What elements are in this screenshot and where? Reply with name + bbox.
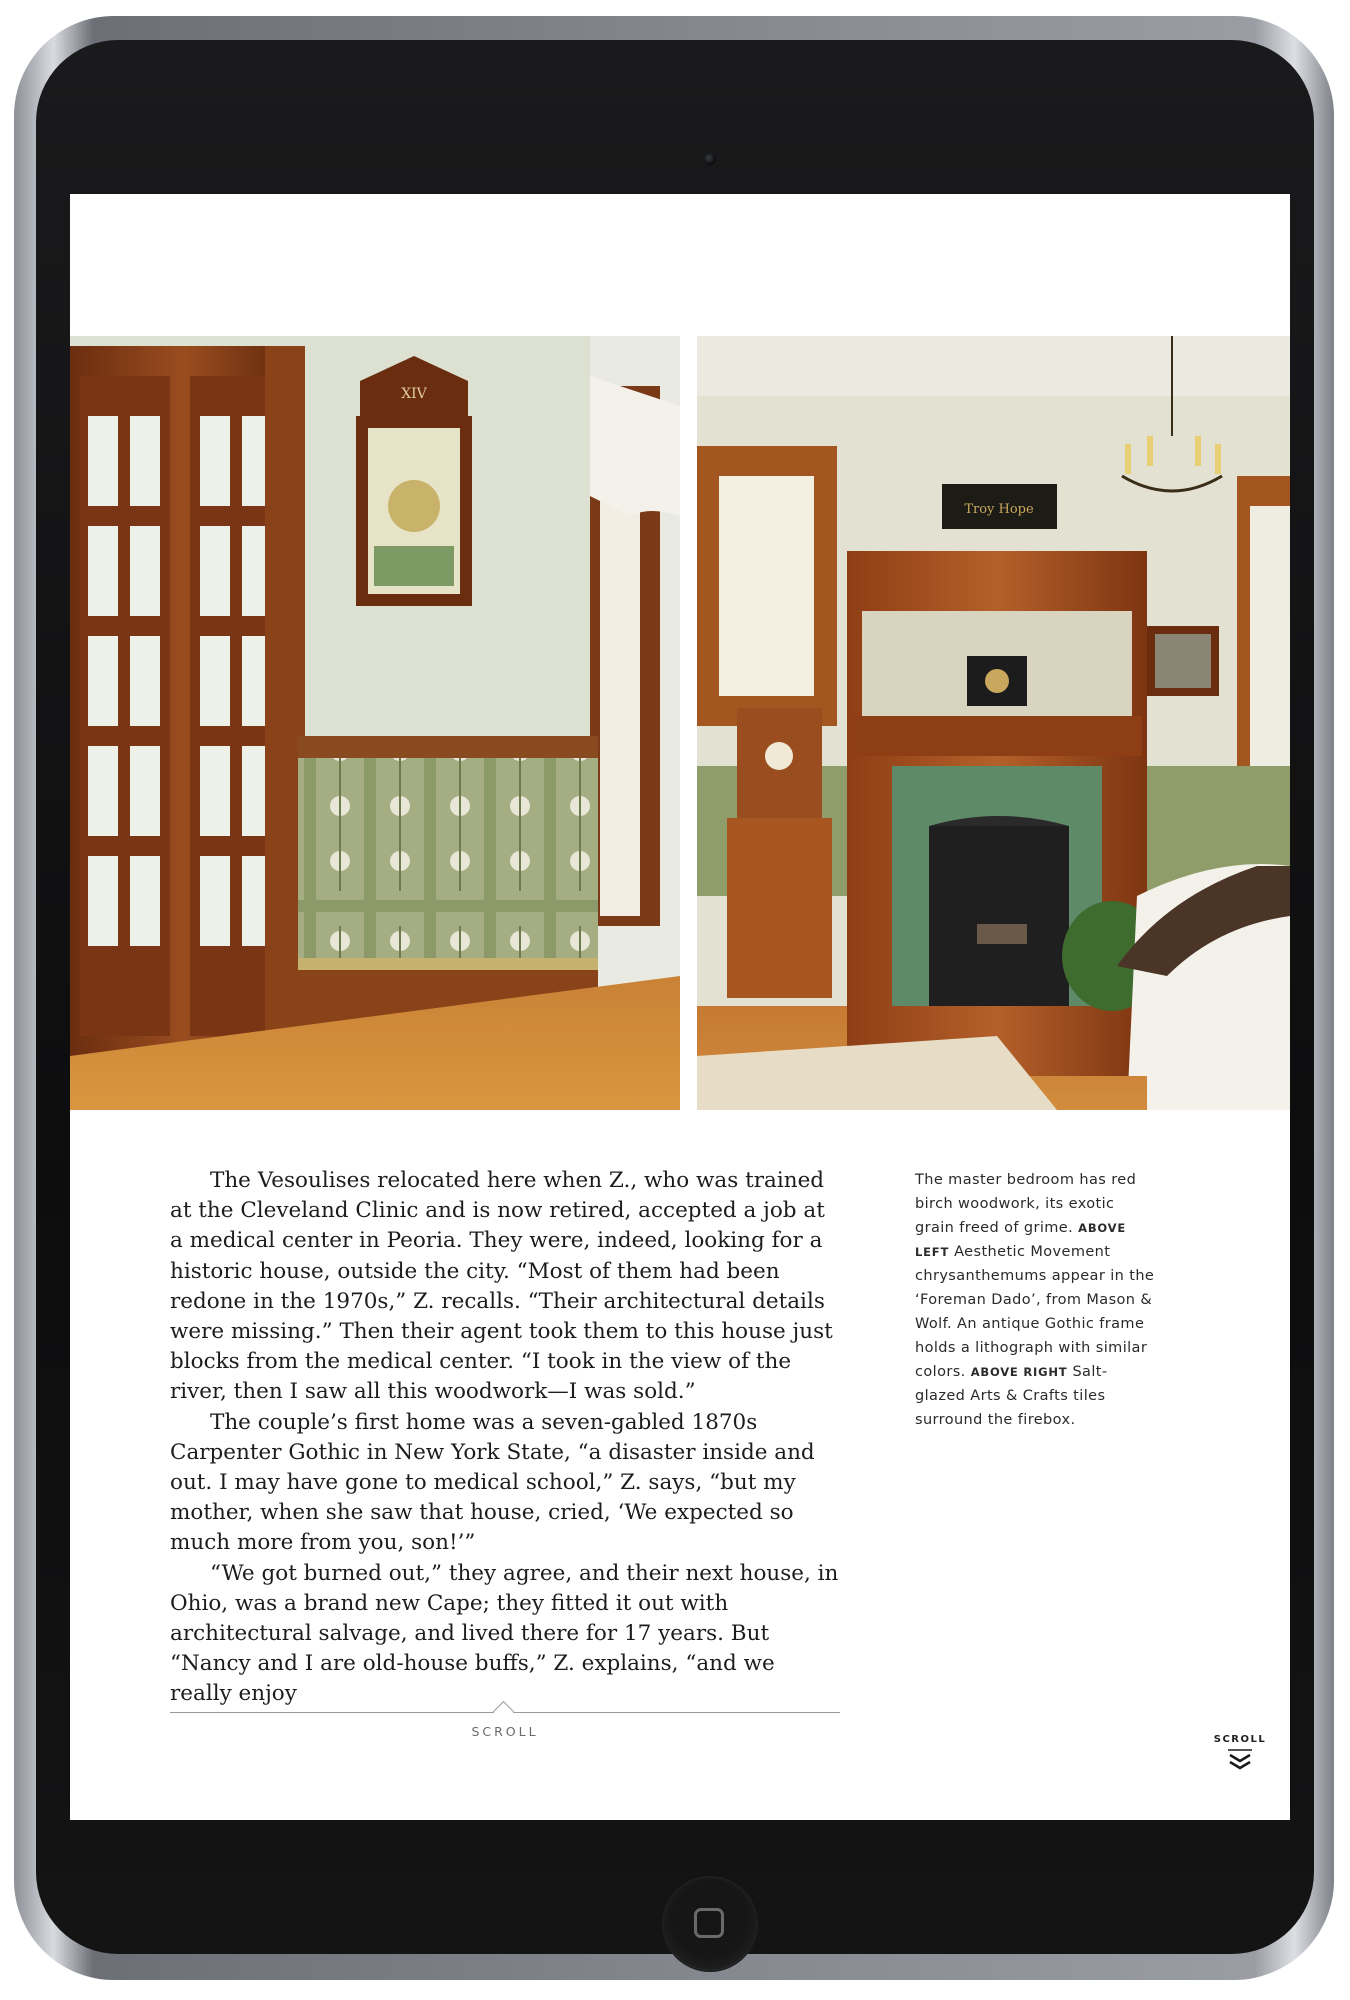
article-body — [170, 1166, 840, 1710]
photo-above-left — [70, 336, 680, 1110]
scroll-down-button[interactable] — [1210, 1734, 1270, 1771]
photo-right-image — [697, 336, 1290, 1110]
photo-above-right — [697, 336, 1290, 1110]
caption-intro: The master bedroom has red birch woodwork, its exotic grain freed of grime. — [915, 1172, 1137, 1236]
front-camera — [704, 153, 716, 165]
double-chevron-down-icon — [1227, 1749, 1253, 1771]
caption-text-right: Salt-glazed Arts & Crafts tiles surround the firebox. — [915, 1364, 1108, 1428]
frame-sign-text: XIV — [401, 386, 427, 402]
caption-label-right: ABOVE RIGHT — [970, 1365, 1068, 1379]
scroll-divider[interactable] — [170, 1712, 840, 1752]
scroll-label: SCROLL — [471, 1724, 539, 1739]
caption-text-left: Aesthetic Movement chrysanthemums appear in the ‘Foreman Dado’, from Mason & Wolf. An antique Gothic frame holds a lithograph with similar colors. — [915, 1244, 1155, 1380]
magazine-page[interactable] — [70, 194, 1290, 1820]
home-button[interactable] — [664, 1878, 756, 1970]
caption-label-left: ABOVE LEFT — [915, 1221, 1127, 1259]
sign-text: Troy Hope — [964, 502, 1034, 517]
photo-caption — [915, 1168, 1155, 1432]
article-paragraph: The Vesoulises relocated here when Z., who was trained at the Cleveland Clinic and is now retired, accepted a job at a medical center in Peoria. They were, indeed, looking for a historic house, outside the city. “Most of them had been redone in the 1970s,” Z. recalls. “Their architectural details were missing.” Then their agent took them to this house just blocks from the medical center. “I took in the view of the river, then I saw all this woodwork—I was sold.” — [170, 1168, 833, 1405]
scroll-corner-label: SCROLL — [1213, 1734, 1267, 1745]
article-paragraph: “We got burned out,” they agree, and their next house, in Ohio, was a brand new Cape; they fitted it out with architectural salvage, and lived there for 17 years. But “Nancy and I are old-house buffs,” Z. explains, “and we really enjoy — [170, 1560, 839, 1707]
home-button-icon — [694, 1908, 724, 1938]
photo-left-image — [70, 336, 680, 1110]
article-paragraph: The couple’s first home was a seven-gabled 1870s Carpenter Gothic in New York State, “a disaster inside and out. I may have gone to medical school,” Z. says, “but my mother, when she saw that house, cried, ‘We expected so much more from you, son!’” — [170, 1409, 815, 1556]
